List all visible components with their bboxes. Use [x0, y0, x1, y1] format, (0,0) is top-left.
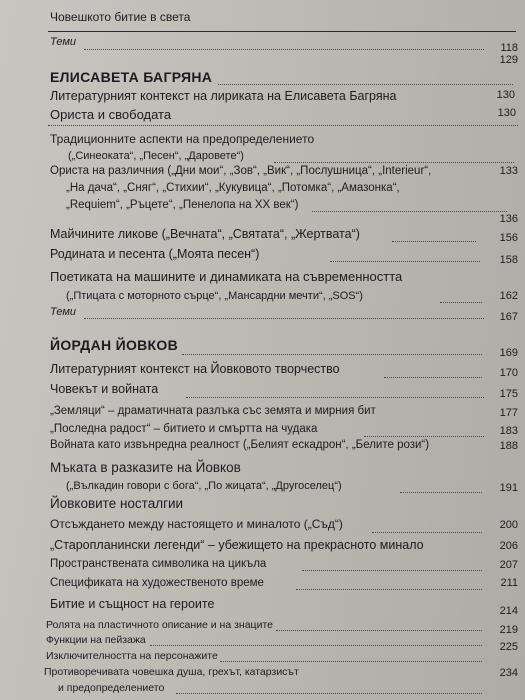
entry-title: („Вълкадин говори с бога“, „По жицата“, „Другоселец“) [66, 480, 342, 492]
page-number: 175 [499, 388, 518, 400]
page-number: 207 [499, 559, 518, 571]
entry-title: Поетиката на машините и динамиката на съвременността [50, 269, 403, 284]
page-number: 183 [499, 425, 518, 437]
page-number: 158 [499, 254, 518, 266]
entry-title: „На дача“, „Сняг“, „Стихии“, „Кукувица“, „Потомка“, „Амазонка“, [66, 182, 400, 194]
leader-dots [182, 354, 482, 355]
entry-title: Спецификата на художественото време [50, 577, 264, 589]
entry-title: Теми [50, 36, 77, 48]
entry-title: Ролята на пластичното описание и на знаците [46, 619, 273, 631]
entry-title: Противоречивата човешка душа, грехът, катарзисът [44, 666, 299, 678]
entry-title: Мъката в разказите на Йовков [50, 460, 241, 475]
leader-dots [220, 661, 482, 662]
entry-title: Човекът и войната [50, 382, 159, 396]
leader-dots [372, 532, 482, 533]
page-number: 136 [499, 213, 518, 225]
entry-title: Теми [50, 306, 77, 318]
leader-dots [150, 645, 482, 646]
page-number: 188 [499, 440, 518, 452]
entry-title: и предопределението [58, 682, 165, 694]
leader-dots [176, 693, 482, 694]
leader-dots [48, 125, 518, 126]
leader-dots [274, 162, 514, 163]
leader-dots [400, 492, 482, 493]
entry-title: Отсъждането между настоящето и миналото („Съд“) [50, 517, 343, 531]
leader-dots [276, 630, 482, 631]
entry-title: („Синеоката“, „Песен“, „Даровете“) [68, 150, 244, 162]
entry-title: Функции на пейзажа [46, 634, 146, 646]
entry-title: Ориста на различния („Дни мои“, „Зов“, „Вик“, „Послушница“, „Interieur“, [50, 165, 432, 177]
section-title: ЕЛИСАВЕТА БАГРЯНА [50, 69, 213, 85]
leader-dots [186, 397, 484, 398]
section-title: ЙОРДАН ЙОВКОВ [50, 337, 178, 353]
leader-dots [330, 261, 480, 262]
leader-dots [312, 211, 507, 212]
entry-title: Изключителността на персонажите [46, 650, 218, 662]
entry-title: Човешкото битие в света [50, 10, 191, 24]
page-number: 133 [499, 165, 518, 177]
page-number: 162 [499, 290, 518, 302]
leader-dots [218, 84, 513, 85]
entry-title: „Requiem“, „Ръцете“, „Пенелопа на XX век“) [66, 199, 299, 211]
entry-title: („Птицата с моторното сърце“, „Мансардни мечти“, „SOS“) [66, 290, 363, 302]
leader-dots [392, 241, 476, 242]
page-number: 177 [499, 407, 518, 419]
entry-title: Литературният контекст на лириката на Елисавета Багряна [50, 89, 397, 103]
page-number: 169 [499, 347, 518, 359]
leader-dots [84, 49, 484, 50]
page-number: 200 [499, 519, 518, 531]
entry-title: Битие и същност на героите [50, 597, 215, 611]
page-number: 130 [496, 89, 515, 101]
leader-dots [364, 436, 484, 437]
page-number: 130 [497, 107, 516, 119]
leader-dots [440, 302, 482, 303]
page-number: 156 [499, 232, 518, 244]
page-number: 211 [500, 577, 518, 589]
leader-dots [84, 318, 484, 319]
entry-title: „Земляци“ – драматичната разлъка със земята и мирния бит [50, 405, 376, 417]
divider [48, 31, 516, 32]
entry-title: „Последна радост“ – битието и смъртта на чудака [50, 423, 318, 435]
page-number: 118 [500, 42, 518, 54]
page-number: 129 [499, 54, 518, 66]
entry-title: Традиционните аспекти на предопределението [50, 132, 315, 146]
entry-title: Ориста и свободата [50, 107, 172, 122]
entry-title: Литературният контекст на Йовковото творчество [50, 362, 340, 376]
entry-title: Пространствената символика на цикъла [50, 558, 267, 570]
entry-title: Майчините ликове („Вечната“, „Святата“, „Жертвата“) [50, 227, 360, 241]
entry-title: Войната като извънредна реалност („Белият ескадрон“, „Белите рози“) [50, 439, 430, 451]
page-number: 234 [499, 667, 518, 679]
page-number: 167 [499, 311, 518, 323]
entry-title: Родината и песента („Моята песен“) [50, 247, 260, 261]
leader-dots [302, 570, 482, 571]
page-number: 170 [499, 367, 518, 379]
page-number: 219 [499, 624, 518, 636]
page-number: 214 [499, 605, 518, 617]
page-number: 225 [499, 641, 518, 653]
entry-title: Йовковите носталгии [50, 496, 184, 511]
page-number: 206 [499, 540, 518, 552]
entry-title: „Старопланински легенди“ – убежището на прекрасното минало [50, 538, 424, 552]
leader-dots [296, 589, 482, 590]
leader-dots [384, 377, 482, 378]
page-number: 191 [499, 482, 518, 494]
